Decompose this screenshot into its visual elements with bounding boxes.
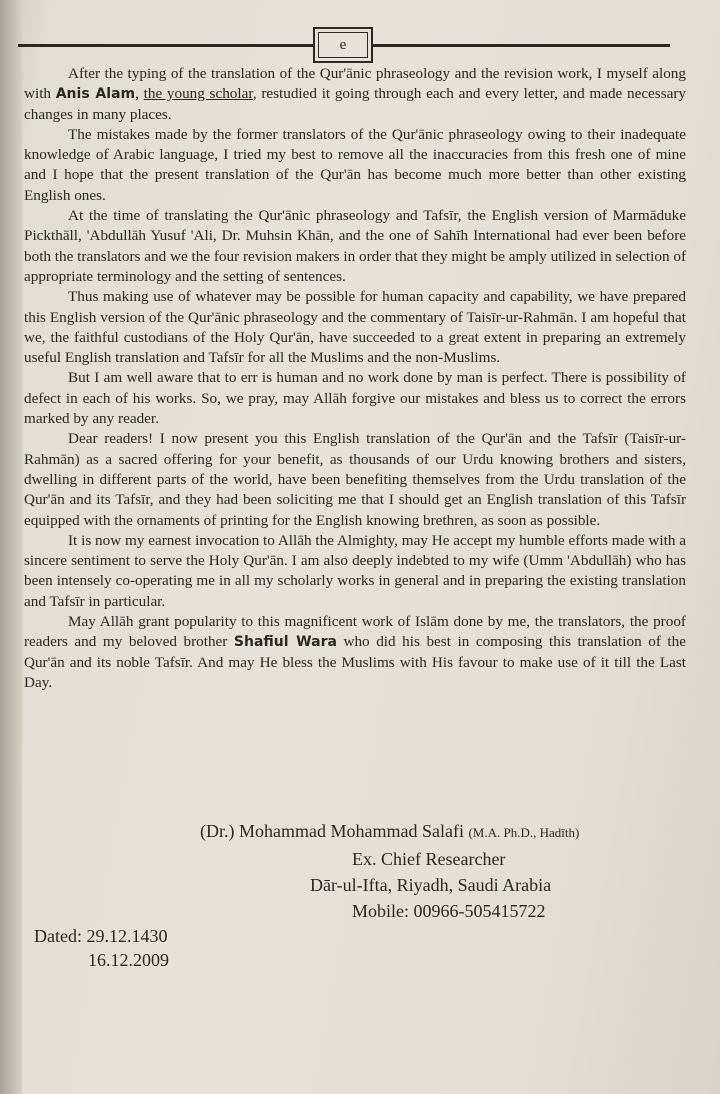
- paragraph-5: But I am well aware that to err is human and no work done by man is perfect. There is possibility of defect in each of his works. So, we pray, may Allāh forgive our mistakes and bless us to correct the errors marked by any reader.: [24, 369, 686, 428]
- paragraph-3: At the time of translating the Qur'ānic phraseology and Tafsīr, the English version of Marmāduke Pickthāll, 'Abdullāh Yusuf 'Ali, Dr. Muhsin Khān, and the one of Sahīh International had ever been before both the translators and we the four revision makers in order that they might be amply utilized in selection of appropriate terminology and the setting of sentences.: [24, 207, 686, 285]
- date-hijri: Dated: 29.12.1430: [34, 926, 168, 946]
- author-line: [200, 818, 700, 846]
- author-organization: Dār-ul-Ifta, Riyadh, Saudi Arabia: [310, 875, 552, 895]
- paragraph-8: [24, 612, 686, 693]
- paragraph-2: The mistakes made by the former translators of the Qur'ānic phraseology owing to their inadequate knowledge of Arabic language, I tried my best to remove all the inaccuracies from this fresh one of mine and I hope that the present translation of the Qur'ān has become much more better than other existing English ones.: [24, 125, 686, 204]
- book-spine-shadow: [0, 0, 22, 1094]
- preface-body: [24, 64, 686, 693]
- paragraph-1-text-c: , restudied it going through each and every letter, and made necessary changes in many places.: [24, 85, 687, 123]
- paragraph-8-text-b: who did his best in composing this translation of the Qur'ān and its noble Tafsīr. And may He bless the Muslims with His favour to make use of it till the Last Day.: [24, 633, 686, 691]
- brother-name: Shafiul Wara: [233, 634, 337, 651]
- paragraph-1-text-b: ,: [135, 85, 144, 103]
- author-mobile: Mobile: 00966-505415722: [352, 901, 546, 921]
- signature-block: [200, 818, 700, 924]
- paragraph-8-text-a: May Allāh grant popularity to this magnificent work of Islām done by me, the translators, the proof readers and my beloved brother: [24, 613, 686, 651]
- young-scholar-phrase: the young scholar: [143, 85, 253, 103]
- author-name: (Dr.) Mohammad Mohammad Salafi: [200, 821, 464, 841]
- author-title: Ex. Chief Researcher: [352, 849, 506, 869]
- paragraph-6: Dear readers! I now present you this English translation of the Qur'ān and the Tafsīr (Taisīr-ur-Rahmān) as a sacred offering for your benefit, as thousands of our Urdu knowing brothers and sisters, dwelling in different parts of the world, have been benefiting themselves from the Urdu translation of the Qur'ān and its Tafsīr, and they had been soliciting me that I should get an English translation of this Tafsīr equipped with the ornaments of printing for the English knowing brethren, as soon as possible.: [24, 430, 686, 529]
- paragraph-7: It is now my earnest invocation to Allāh the Almighty, may He accept my humble efforts made with a sincere sentiment to serve the Holy Qur'ān. I am also deeply indebted to my wife (Umm 'Abdullāh) who has been intensely co-operating me in all my scholarly works in general and in preparing the existing translation and Tafsīr in particular.: [24, 531, 686, 610]
- scholar-name: Anis Alam: [55, 86, 136, 103]
- paragraph-4: Thus making use of whatever may be possible for human capacity and capability, we have prepared this English version of the Qur'ānic phraseology and the commentary of Taisīr-ur-Rahmān. I am hopeful that we, the faithful custodians of the Holy Qur'ān, have succeeded to a great extent in preparing an extremely useful English translation and Tafsīr for all the Muslims and the non-Muslims.: [24, 288, 686, 367]
- date-block: [34, 924, 169, 972]
- author-credentials: (M.A. Ph.D., Hadīth): [468, 825, 580, 840]
- paragraph-1: [24, 64, 686, 125]
- date-gregorian: 16.12.2009: [88, 950, 169, 970]
- page-number-box: [313, 27, 373, 63]
- paragraph-1-text-a: After the typing of the translation of the Qur'ānic phraseology and the revision work, I myself along with: [24, 65, 686, 103]
- page-number: e: [318, 32, 368, 58]
